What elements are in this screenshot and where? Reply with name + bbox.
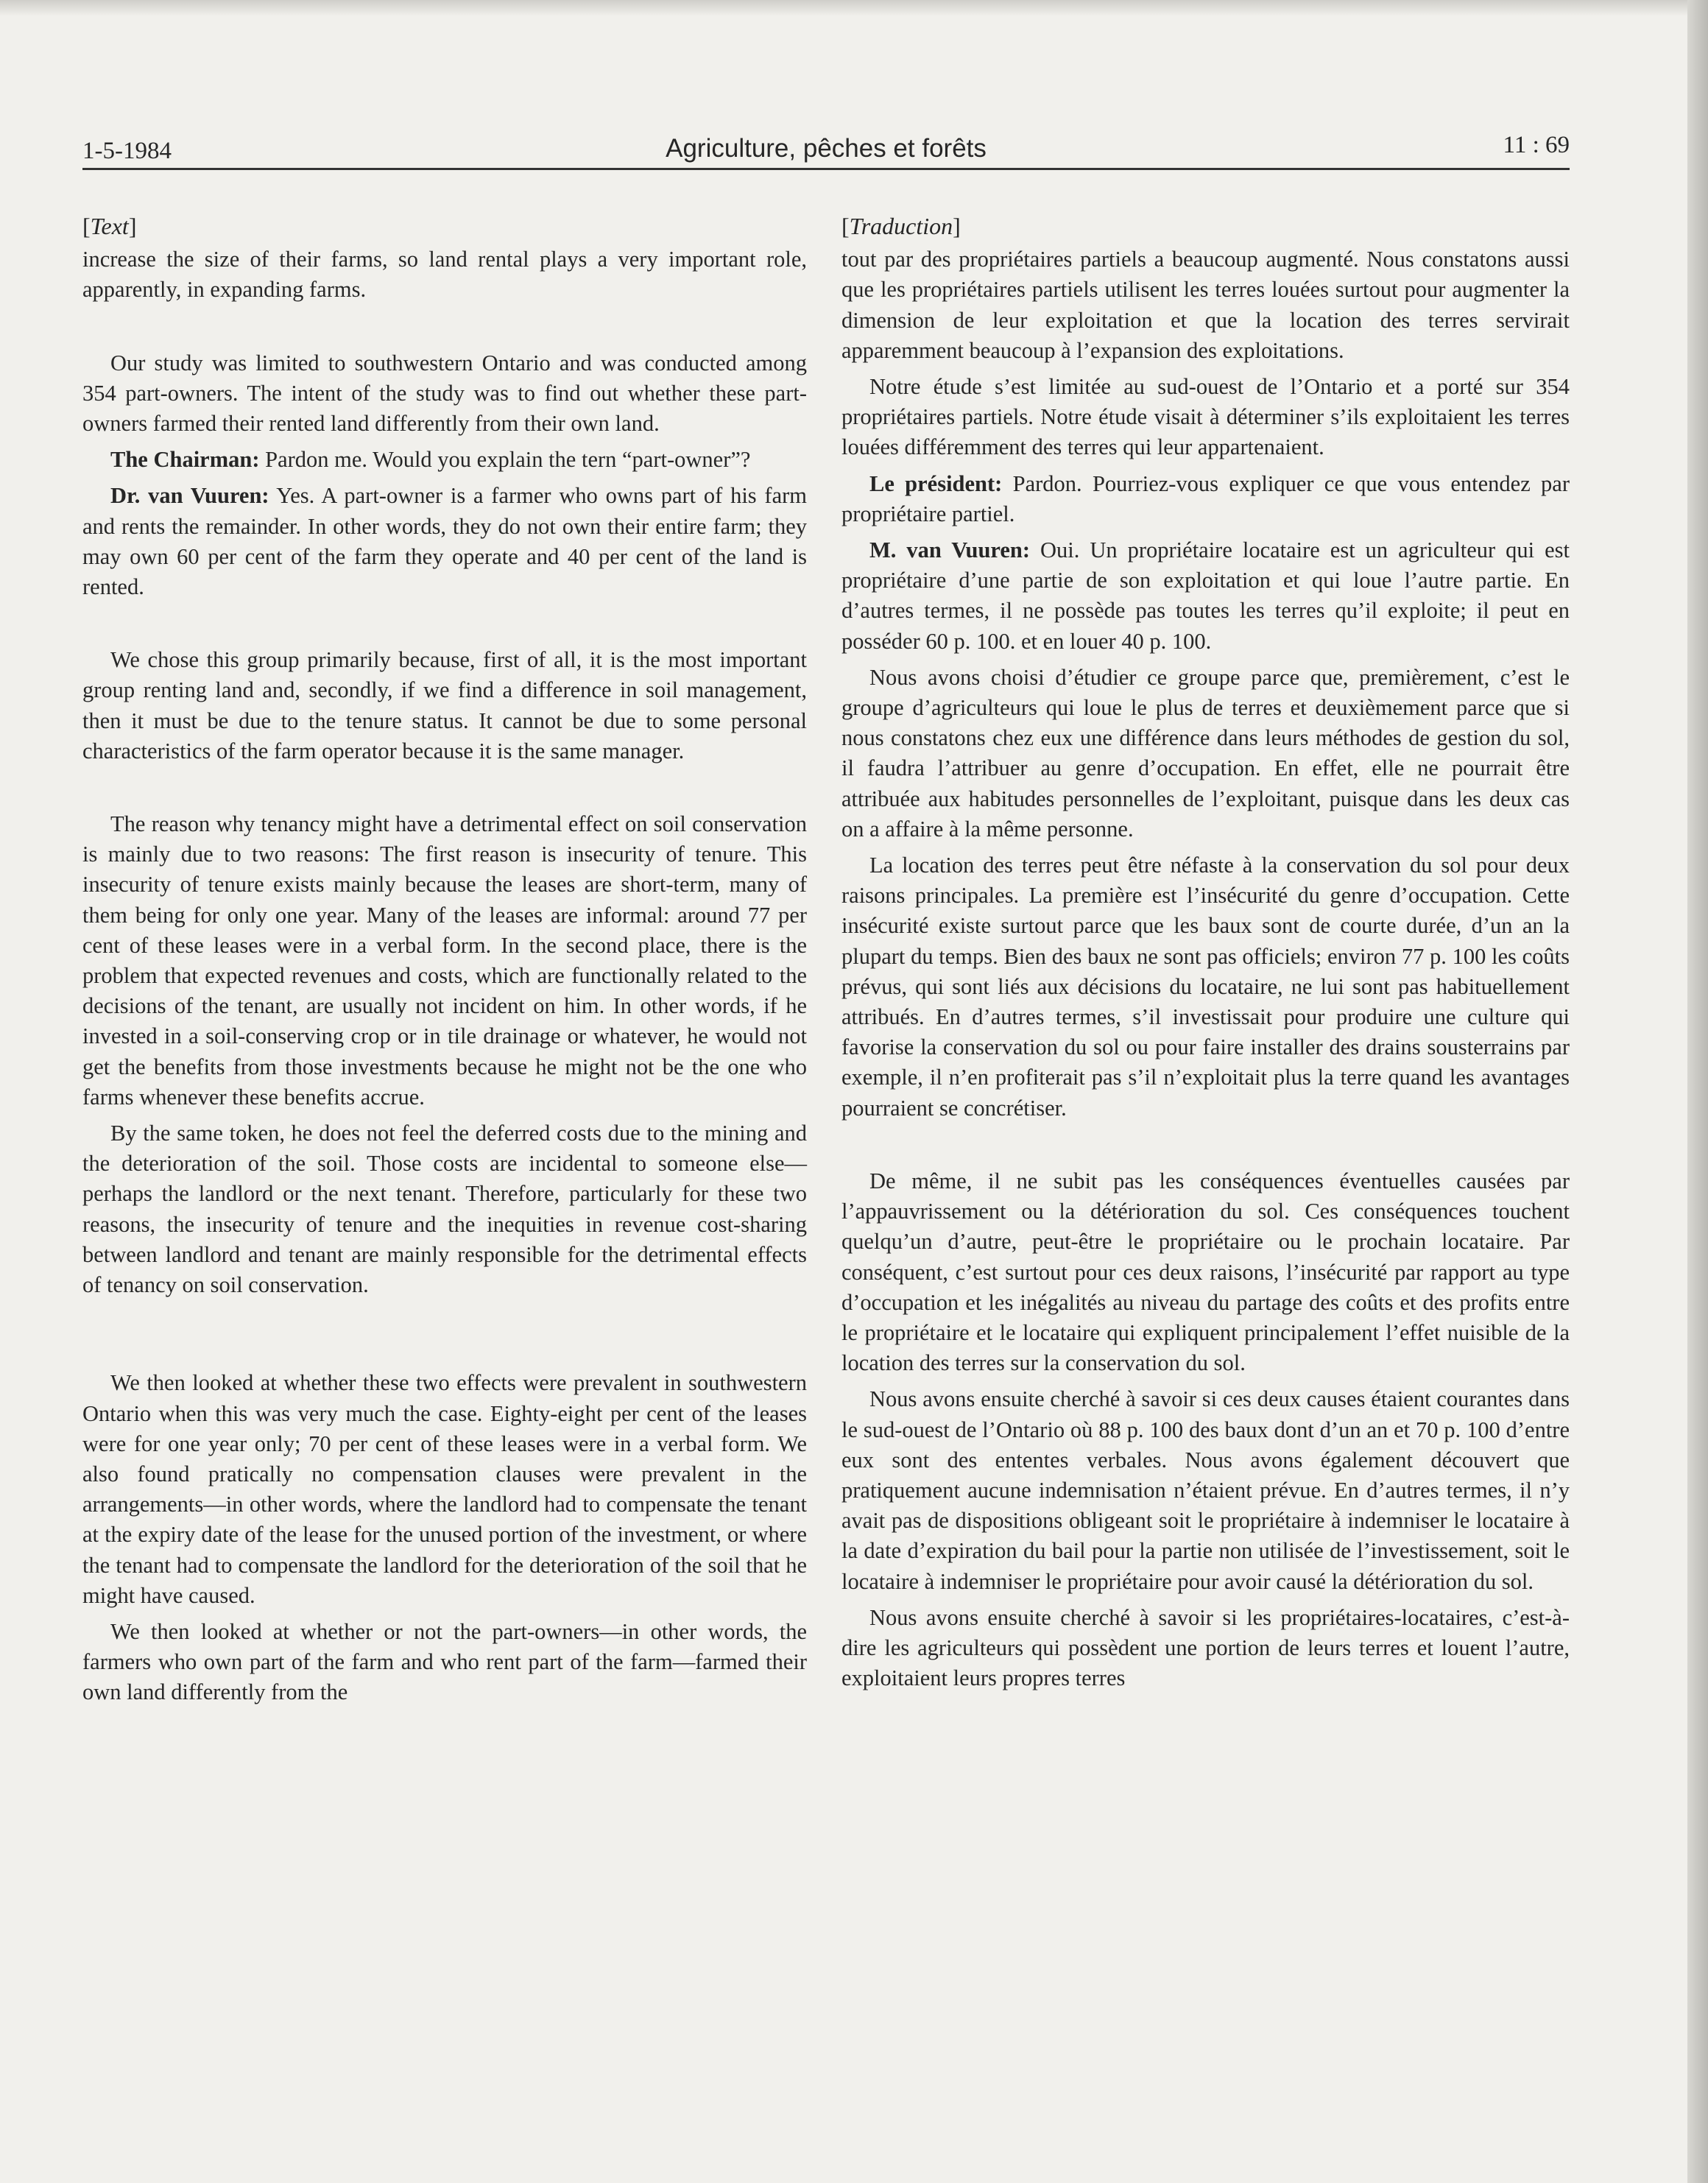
paragraph: By the same token, he does not feel the deferred costs due to the mining and the deterioration of the soil. Those costs are incidental to someone else—perhaps the landlord or the next tenant. Therefore, particularly for these two reasons, the insecurity of tenure and the inequities in revenue cost-sharing between landlord and tenant are mainly responsible for the detrimental effects of tenancy on soil conservation.	[82, 1121, 807, 1298]
speaker-text: Pardon me. Would you explain the tern “part-owner”?	[265, 447, 751, 473]
header-page-number: 11 : 69	[1503, 132, 1570, 158]
scan-shadow	[0, 0, 1687, 16]
paragraph: The reason why tenancy might have a detrimental effect on soil conservation is mainly due to two reasons: The first reason is insecurity of tenure. This insecurity of tenure exists mainly because the leases are short-term, many of them being for only one year. Many of the leases are informal: around 77 per cent of these leases were in a verbal form. In the second place, there is the problem that expected revenues and costs, which are functionally related to the decisions of the tenant, are usually not incident on him. In other words, if he invested in a soil-conserving crop or in tile drainage or whatever, he would not get the benefits from those investments because he might not be the one who farms whenever these benefits accrue.	[82, 811, 807, 1110]
speaker-text: Pardon. Pourriez-vous expliquer ce que vous entendez par propriétaire partiel.	[841, 470, 1570, 526]
speaker-name: Dr. van Vuuren:	[110, 483, 269, 509]
paragraph: We chose this group primarily because, first of all, it is the most important group renting land and, secondly, if we find a difference in soil management, then it must be due to the tenure status. It cannot be due to some personal characteristics of the farm operator because it is the same manager.	[82, 647, 807, 763]
paragraph: tout par des propriétaires partiels a beaucoup augmenté. Nous constatons aussi que les propriétaires partiels utilisent les terres louées surtout pour augmenter la dimension de leur exploitation et que la location des terres servirait apparemment beaucoup à l’expansion des exploitations.	[841, 247, 1570, 363]
paragraph: De même, il ne subit pas les conséquences éventuelles causées par l’appauvrissement ou la détérioration du sol. Ces conséquences touchent quelqu’un d’autre, peut-être le propriétaire ou le prochain locataire. Par conséquent, c’est surtout pour ces deux raisons, l’insécurité par rapport au type d’occupation et les inégalités au niveau du partage des coûts et des profits entre le propriétaire et le locataire qui expliquent principalement l’effet nuisible de la location des terres sur la conservation du sol.	[841, 1168, 1570, 1376]
speaker-paragraph	[841, 469, 1570, 529]
header-date: 1-5-1984	[82, 138, 172, 164]
speaker-paragraph	[82, 481, 807, 602]
header-title: Agriculture, pêches et forêts	[666, 134, 987, 163]
speaker-name: The Chairman:	[110, 447, 260, 473]
speaker-name: Le président:	[869, 470, 1003, 496]
page-edge	[1687, 0, 1708, 2183]
speaker-text: Oui. Un propriétaire locataire est un agriculteur qui est propriétaire d’une partie de son exploitation et qui loue l’autre partie. En d’autres termes, il ne possède pas toutes les terres qu’il exploite; il peut en posséder 60 p. 100. et en louer 40 p. 100.	[841, 537, 1570, 654]
paragraph: Nous avons ensuite cherché à savoir si ces deux causes étaient courantes dans le sud-ouest de l’Ontario où 88 p. 100 des baux dont d’un an et 70 p. 100 d’entre eux sont des ententes verbales. Nous avons également découvert que pratiquement aucune indemnisation n’étaient prévue. En d’autres termes, il n’y avait pas de dispositions obligeant soit le propriétaire à indemniser le locataire à la date d’expiration du bail pour la partie non utilisée de l’investissement, soit le locataire à indemniser le propriétaire pour avoir causé la détérioration du sol.	[841, 1386, 1570, 1594]
paragraph: Nous avons choisi d’étudier ce groupe parce que, premièrement, c’est le groupe d’agriculteurs qui loue le plus de terres et deuxièmement parce que si nous constatons chez eux une différence dans leurs méthodes de gestion du sol, il faudra l’attribuer au genre d’occupation. En effet, elle ne pourrait être attribuée aux habitudes personnelles de l’exploitant, puisque dans les deux cas on a affaire à la même personne.	[841, 664, 1570, 842]
paragraph: We then looked at whether these two effects were prevalent in southwestern Ontario when this was very much the case. Eighty-eight per cent of the leases were for one year only; 70 per cent of these leases were in a verbal form. We also found pratically no compensation clauses were prevalent in the arrangements—in other words, where the landlord had to compensate the tenant at the expiry date of the lease for the unused portion of the investment, or where the tenant had to compensate the landlord for the deterioration of the soil that he might have caused.	[82, 1370, 807, 1608]
left-column-label: [Text]	[82, 213, 137, 239]
paragraph: We then looked at whether or not the part-owners—in other words, the farmers who own part of the farm and who rent part of the farm—farmed their own land differently from the	[82, 1618, 807, 1705]
speaker-text: Yes. A part-owner is a farmer who owns part of his farm and rents the remainder. In other words, they do not own their entire farm; they may own 60 per cent of the farm they operate and 40 per cent of the land is rented.	[82, 483, 807, 600]
right-label-text: Traduction	[849, 213, 953, 239]
paragraph: La location des terres peut être néfaste à la conservation du sol pour deux raisons principales. La première est l’insécurité du genre d’occupation. Cette insécurité existe surtout parce que les baux sont de courte durée, d’un an la plupart du temps. Bien des baux ne sont pas officiels; environ 77 p. 100 les coûts prévus, qui sont liés aux décisions du locataire, ne lui sont pas habituellement attribués. En d’autres termes, s’il investissait pour produire une culture qui favorise la conservation du sol ou pour faire installer des drains sousterrains par exemple, il n’en profiterait pas s’il n’exploitait plus la terre quand les avantages pourraient se concrétiser.	[841, 853, 1570, 1121]
speaker-paragraph	[841, 535, 1570, 657]
left-label-text: Text	[90, 213, 129, 239]
right-column-label: [Traduction]	[841, 213, 961, 239]
speaker-paragraph	[82, 445, 807, 475]
paragraph: Notre étude s’est limitée au sud-ouest de l’Ontario et a porté sur 354 propriétaires partiels. Notre étude visait à déterminer s’ils exploitaient les terres louées différemment des terres qui leur appartenaient.	[841, 374, 1570, 460]
paragraph: increase the size of their farms, so land rental plays a very important role, apparently, in expanding farms.	[82, 247, 807, 303]
speaker-name: M. van Vuuren:	[869, 537, 1031, 563]
right-column	[841, 211, 1570, 1699]
page-header	[82, 131, 1570, 170]
left-column	[82, 211, 807, 1714]
paragraph: Our study was limited to southwestern Ontario and was conducted among 354 part-owners. The intent of the study was to find out whether these part-owners farmed their rented land differently from their own land.	[82, 350, 807, 437]
paragraph: Nous avons ensuite cherché à savoir si les propriétaires-locataires, c’est-à-dire les agriculteurs qui possèdent une portion de leurs terres et louent l’autre, exploitaient leurs propres terres	[841, 1604, 1570, 1691]
